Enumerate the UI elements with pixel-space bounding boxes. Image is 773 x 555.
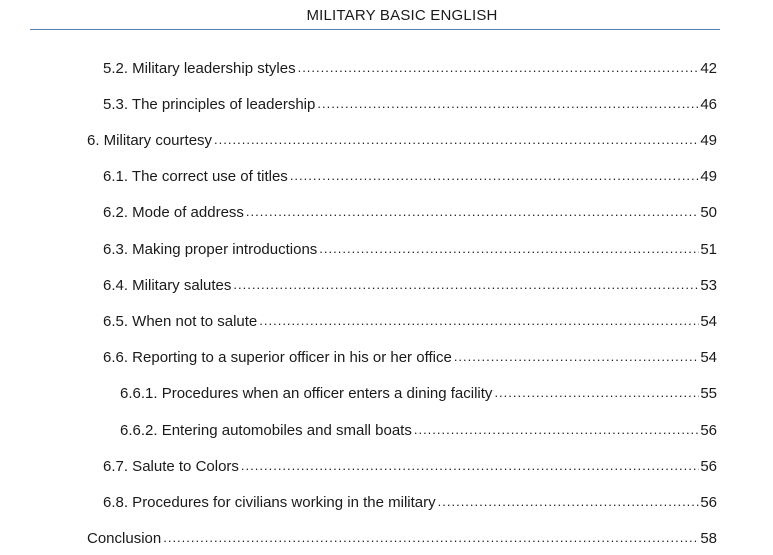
toc-page-number: 46 (700, 96, 717, 113)
toc-entry-label: 6.1. The correct use of titles (103, 168, 288, 185)
toc-dot-leader (214, 131, 699, 149)
toc-dot-leader (414, 421, 699, 439)
toc-entry-label: 6.8. Procedures for civilians working in the military (103, 494, 436, 511)
toc-entry-label: 6.6.1. Procedures when an officer enters a dining facility (120, 385, 493, 402)
toc-entry-label: 5.3. The principles of leadership (103, 96, 316, 113)
toc-entry-5-2[interactable] (103, 58, 717, 80)
toc-entry-label: Conclusion (87, 530, 162, 547)
toc-dot-leader (233, 276, 699, 294)
toc-page-number: 49 (700, 168, 717, 185)
toc-dot-leader (298, 59, 700, 77)
toc-dot-leader (163, 529, 699, 547)
toc-entry-6-2[interactable] (103, 202, 717, 224)
toc-entry-label: 6.5. When not to salute (103, 313, 258, 330)
toc-dot-leader (246, 203, 699, 221)
toc-page-number: 42 (700, 60, 717, 77)
document-title: MILITARY BASIC ENGLISH (306, 7, 498, 24)
toc-entry-6-6[interactable] (103, 347, 717, 369)
toc-entry-label: 6. Military courtesy (87, 132, 213, 149)
toc-entry-label: 6.4. Military salutes (103, 277, 232, 294)
toc-entry-6[interactable] (87, 130, 717, 152)
toc-entry-5-3[interactable] (103, 94, 717, 116)
toc-dot-leader (317, 95, 699, 113)
toc-entry-6-8[interactable] (103, 492, 717, 514)
toc-page-number: 56 (700, 422, 717, 439)
toc-dot-leader (241, 457, 699, 475)
toc-entry-label: 6.6. Reporting to a superior officer in his or her office (103, 349, 452, 366)
toc-dot-leader (259, 312, 699, 330)
toc-page-number: 54 (700, 313, 717, 330)
toc-dot-leader (438, 493, 700, 511)
toc-entry-6-7[interactable] (103, 456, 717, 478)
toc-entry-label: 6.3. Making proper introductions (103, 241, 318, 258)
toc-entry-label: 6.7. Salute to Colors (103, 458, 239, 475)
toc-dot-leader (319, 240, 699, 258)
toc-page-number: 53 (700, 277, 717, 294)
toc-page-number: 50 (700, 204, 717, 221)
toc-page-number: 58 (700, 530, 717, 547)
toc-page-number: 55 (700, 385, 717, 402)
toc-entry-6-5[interactable] (103, 311, 717, 333)
toc-dot-leader (454, 348, 700, 366)
toc-entry-label: 6.6.2. Entering automobiles and small boats (120, 422, 412, 439)
toc-entry-label: 6.2. Mode of address (103, 204, 244, 221)
toc-page-number: 49 (700, 132, 717, 149)
toc-entry-conclusion[interactable] (87, 528, 717, 550)
page-header (0, 0, 773, 30)
header-divider (30, 29, 720, 30)
toc-dot-leader (494, 384, 699, 402)
toc-entry-6-6-1[interactable] (120, 383, 717, 405)
toc-page-number: 56 (700, 458, 717, 475)
toc-dot-leader (290, 167, 700, 185)
toc-entry-6-6-2[interactable] (120, 420, 717, 442)
toc-page-number: 56 (700, 494, 717, 511)
toc-page-number: 54 (700, 349, 717, 366)
toc-entry-label: 5.2. Military leadership styles (103, 60, 296, 77)
toc-page-number: 51 (700, 241, 717, 258)
toc-entry-6-1[interactable] (103, 166, 717, 188)
toc-entry-6-4[interactable] (103, 275, 717, 297)
toc-entry-6-3[interactable] (103, 239, 717, 261)
